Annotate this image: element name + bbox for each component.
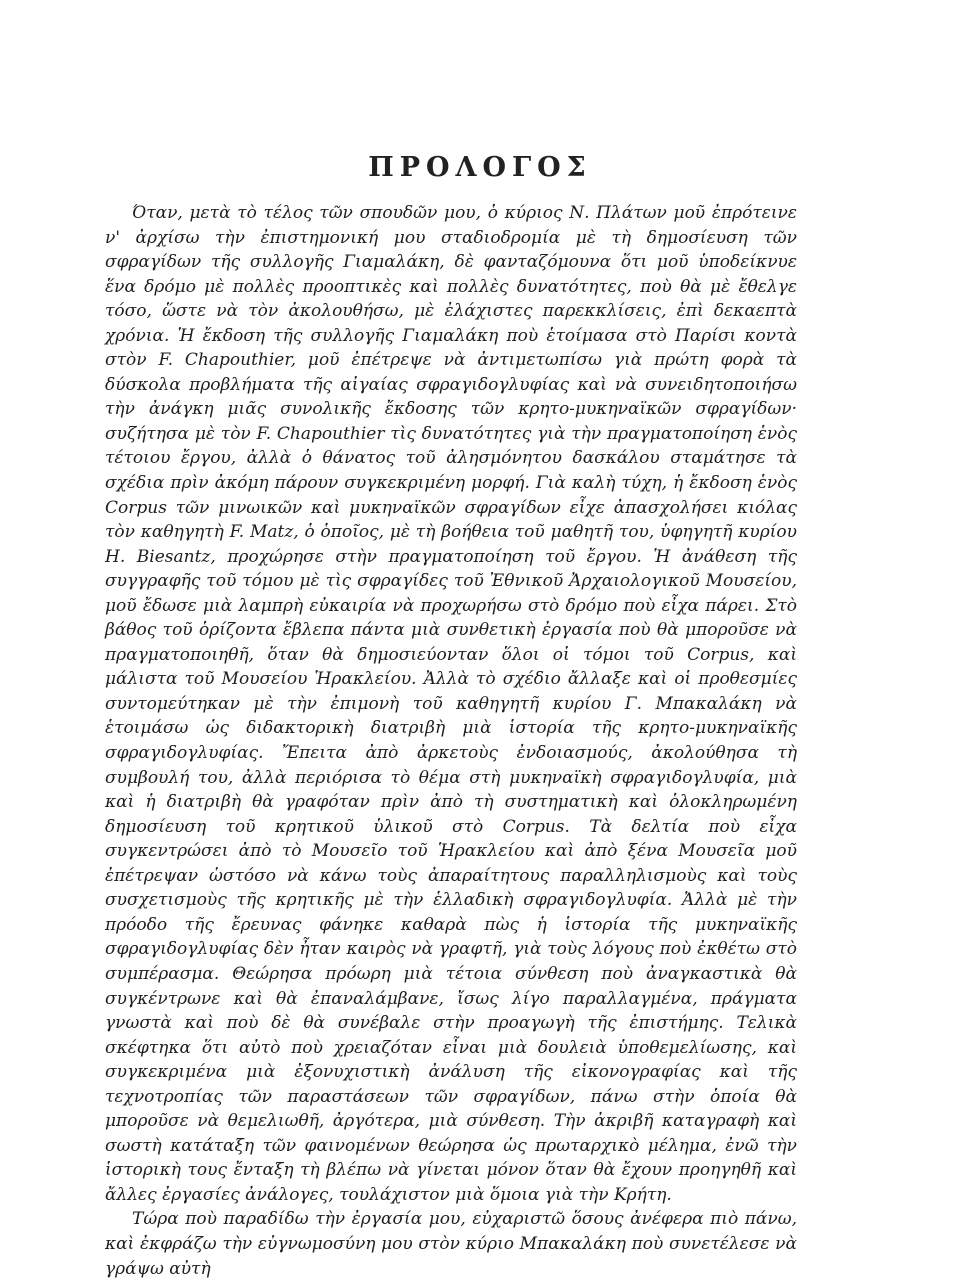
body-text [105,201,797,1281]
paragraph-2: Τώρα ποὺ παραδίδω τὴν ἐργασία μου, εὐχαριστῶ ὅσους ἀνέφερα πιὸ πάνω, καὶ ἐκφράζω τὴν εὐγνωμοσύνη μου στὸν κύριο Μπακαλάκη ποὺ συνετέλεσε νὰ γράψω αὐτὴ [105,1209,797,1279]
page-title: ΠΡΟΛΟΓΟΣ [368,152,592,183]
paragraph-1: Όταν, μετὰ τὸ τέλος τῶν σπουδῶν μου, ὁ κύριος Ν. Πλάτων μοῦ ἐπρότεινε ν' ἀρχίσω τὴν ἐπιστημονική μου σταδιοδρομία μὲ τὴ δημοσίευση τῶν σφραγίδων τῆς συλλογῆς Γιαμαλάκη, δὲ φανταζόμουνα ὅτι μοῦ ὑποδείκνυε ἕνα δρόμο μὲ πολλὲς προοπτικὲς καὶ πολλὲς δυνατότητες, ποὺ θὰ μὲ ἔθελγε τόσο, ὥστε νὰ τὸν ἀκολουθήσω, μὲ ἐλάχιστες παρεκκλίσεις, ἐπὶ δεκαεπτὰ χρόνια. Ἡ ἔκδοση τῆς συλλογῆς Γιαμαλάκη ποὺ ἑτοίμασα στὸ Παρίσι κοντὰ στὸν F. Chapouthier, μοῦ ἐπέτρεψε νὰ ἀντιμετωπίσω γιὰ πρώτη φορὰ τὰ δύσκολα προβλήματα τῆς αἰγαίας σφραγιδογλυφίας καὶ νὰ συνειδητοποιήσω τὴν ἀνάγκη μιᾶς συνολικῆς ἔκδοσης τῶν κρητο-μυκηναϊκῶν σφραγίδων· συζήτησα μὲ τὸν F. Chapouthier τὶς δυνατότητες γιὰ τὴν πραγματοποίηση ἑνὸς τέτοιου ἔργου, ἀλλὰ ὁ θάνατος τοῦ ἀλησμόνητου δασκάλου σταμάτησε τὰ σχέδια πρὶν ἀκόμη πάρουν συγκεκριμένη μορφή. Γιὰ καλὴ τύχη, ἡ ἔκδοση ἑνὸς Corpus τῶν μινωικῶν καὶ μυκηναϊκῶν σφραγίδων εἶχε ἀπασχολήσει κιόλας τὸν καθηγητὴ F. Matz, ὁ ὁποῖος, μὲ τὴ βοήθεια τοῦ μαθητῆ του, ὑφηγητῆ κυρίου H. Biesantz, προχώρησε στὴν πραγματοποίηση τοῦ ἔργου. Ἡ ἀνάθεση τῆς συγγραφῆς τοῦ τόμου μὲ τὶς σφραγίδες τοῦ Ἐθνικοῦ Ἀρχαιολογικοῦ Μουσείου, μοῦ ἔδωσε μιὰ λαμπρὴ εὐκαιρία νὰ προχωρήσω στὸ δρόμο ποὺ εἶχα πάρει. Στὸ βάθος τοῦ ὁρίζοντα ἔβλεπα πάντα μιὰ συνθετικὴ ἐργασία ποὺ θὰ μποροῦσε νὰ πραγματοποιηθῆ, ὅταν θὰ δημοσιεύονταν ὅλοι οἱ τόμοι τοῦ Corpus, καὶ μάλιστα τοῦ Μουσείου Ἡρακλείου. Ἀλλὰ τὸ σχέδιο ἄλλαξε καὶ οἱ προθεσμίες συντομεύτηκαν μὲ τὴν ἐπιμονὴ τοῦ καθηγητῆ κυρίου Γ. Μπακαλάκη νὰ ἑτοιμάσω ὡς διδακτορικὴ διατριβὴ μιὰ ἱστορία τῆς κρητο-μυκηναϊκῆς σφραγιδογλυφίας. Ἔπειτα ἀπὸ ἀρκετοὺς ἐνδοιασμούς, ἀκολούθησα τὴ συμβουλή του, ἀλλὰ περιόρισα τὸ θέμα στὴ μυκηναϊκὴ σφραγιδογλυφία, μιὰ καὶ ἡ διατριβὴ θὰ γραφόταν πρὶν ἀπὸ τὴ συστηματικὴ καὶ ὁλοκληρωμένη δημοσίευση τοῦ κρητικοῦ ὑλικοῦ στὸ Corpus. Τὰ δελτία ποὺ εἶχα συγκεντρώσει ἀπὸ τὸ Μουσεῖο τοῦ Ἡρακλείου καὶ ἀπὸ ξένα Μουσεῖα μοῦ ἐπέτρεψαν ὡστόσο νὰ κάνω τοὺς ἀπαραίτητους παραλληλισμοὺς καὶ τοὺς συσχετισμοὺς τῆς κρητικῆς μὲ τὴν ἑλλαδικὴ σφραγιδογλυφία. Ἀλλὰ μὲ τὴν πρόοδο τῆς ἔρευνας φάνηκε καθαρὰ πὼς ἡ ἱστορία τῆς μυκηναϊκῆς σφραγιδογλυφίας δὲν ἦταν καιρὸς νὰ γραφτῆ, γιὰ τοὺς λόγους ποὺ ἐκθέτω στὸ συμπέρασμα. Θεώρησα πρόωρη μιὰ τέτοια σύνθεση ποὺ ἀναγκαστικὰ θὰ συγκέντρωνε καὶ θὰ ἐπαναλάμβανε, ἴσως λίγο παραλλαγμένα, πράγματα γνωστὰ καὶ ποὺ δὲ θὰ συνέβαλε στὴν προαγωγὴ τῆς ἐπιστήμης. Τελικὰ σκέφτηκα ὅτι αὐτὸ ποὺ χρειαζόταν εἶναι μιὰ δουλειὰ ὑποθεμελίωσης, καὶ συγκεκριμένα μιὰ ἐξονυχιστικὴ ἀνάλυση τῆς εἰκονογραφίας καὶ τῆς τεχνοτροπίας τῶν παραστάσεων τῶν σφραγίδων, πάνω στὴν ὁποία θὰ μποροῦσε νὰ θεμελιωθῆ, ἀργότερα, μιὰ σύνθεση. Τὴν ἀκριβῆ καταγραφὴ καὶ σωστὴ κατάταξη τῶν φαινομένων θεώρησα ὡς πρωταρχικὸ μέλημα, ἐνῶ τὴν ἱστορικὴ τους ἔνταξη τὴ βλέπω νὰ γίνεται μόνον ὅταν θὰ ἔχουν προηγηθῆ καὶ ἄλλες ἐργασίες ἀνάλογες, τουλάχιστον μιὰ ὅμοια γιὰ τὴν Κρήτη. [105,203,797,1205]
